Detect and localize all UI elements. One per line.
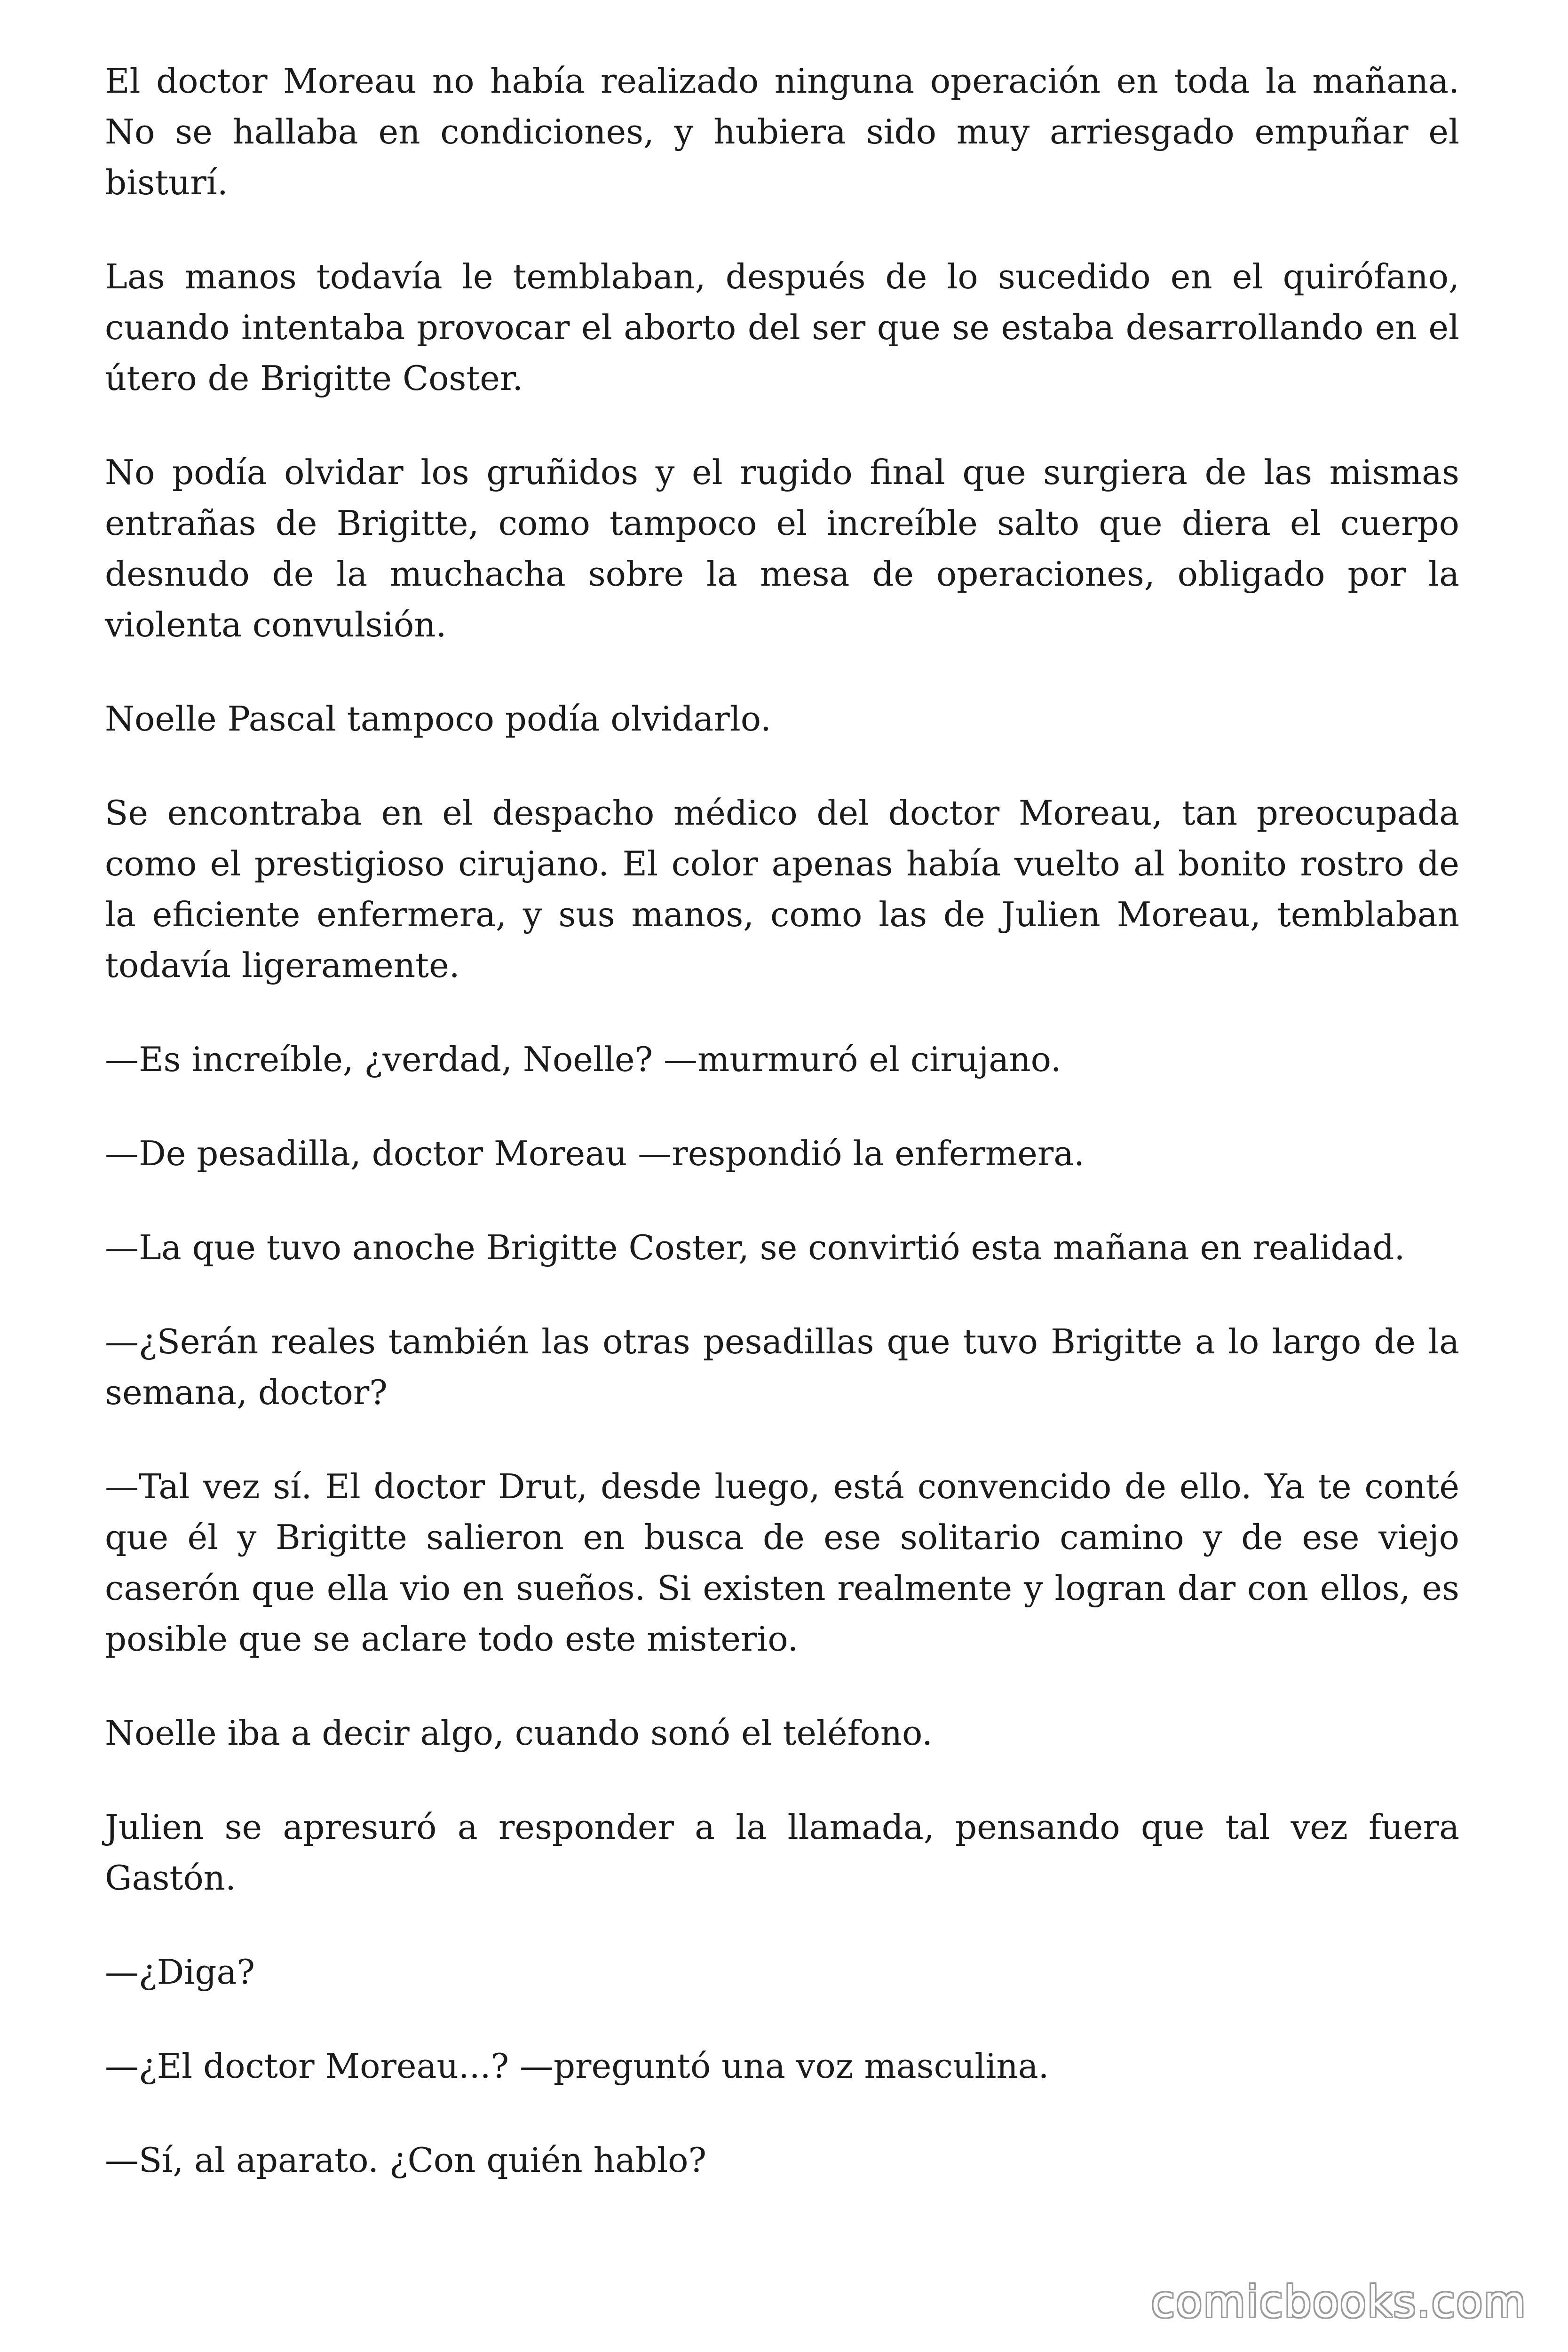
- paragraph: No podía olvidar los gruñidos y el rugido final que surgiera de las mismas entrañas de Brigitte, como tampoco el increíble salto que diera el cuerpo desnudo de la muchacha sobre la mesa de operaciones, obligado por la violenta convulsión.: [105, 453, 1459, 644]
- dialogue-line: —La que tuvo anoche Brigitte Coster, se convirtió esta mañana en realidad.: [105, 1228, 1405, 1267]
- paragraph: Julien se apresuró a responder a la llamada, pensando que tal vez fuera Gastón.: [105, 1807, 1459, 1898]
- dialogue-line: —Tal vez sí. El doctor Drut, desde luego, está convencido de ello. Ya te conté que él y Brigitte salieron en busca de ese solitario camino y de ese viejo caserón que ella vio en sueños. Si existen realmente y logran dar con ellos, es posible que se aclare todo este misterio.: [105, 1467, 1459, 1659]
- dialogue-line: —Sí, al aparato. ¿Con quién hablo?: [105, 2140, 707, 2180]
- page-text: [105, 56, 1459, 2185]
- watermark-logo: comicbooks.com: [1151, 2277, 1527, 2327]
- paragraph: Noelle Pascal tampoco podía olvidarlo.: [105, 699, 771, 739]
- dialogue-line: —¿El doctor Moreau...? —preguntó una voz masculina.: [105, 2046, 1049, 2086]
- paragraph: El doctor Moreau no había realizado ninguna operación en toda la mañana. No se hallaba en condiciones, y hubiera sido muy arriesgado empuñar el bisturí.: [105, 61, 1459, 202]
- dialogue-line: —¿Diga?: [105, 1952, 255, 1992]
- paragraph: Las manos todavía le temblaban, después de lo sucedido en el quirófano, cuando intentaba provocar el aborto del ser que se estaba desarrollando en el útero de Brigitte Coster.: [105, 257, 1459, 398]
- dialogue-line: —Es increíble, ¿verdad, Noelle? —murmuró el cirujano.: [105, 1040, 1061, 1079]
- paragraph: Noelle iba a decir algo, cuando sonó el teléfono.: [105, 1713, 933, 1753]
- dialogue-line: —De pesadilla, doctor Moreau —respondió la enfermera.: [105, 1134, 1085, 1173]
- dialogue-line: —¿Serán reales también las otras pesadillas que tuvo Brigitte a lo largo de la semana, doctor?: [105, 1322, 1459, 1412]
- paragraph: Se encontraba en el despacho médico del doctor Moreau, tan preocupada como el prestigioso cirujano. El color apenas había vuelto al bonito rostro de la eficiente enfermera, y sus manos, como las de Julien Moreau, temblaban todavía ligeramente.: [105, 793, 1459, 985]
